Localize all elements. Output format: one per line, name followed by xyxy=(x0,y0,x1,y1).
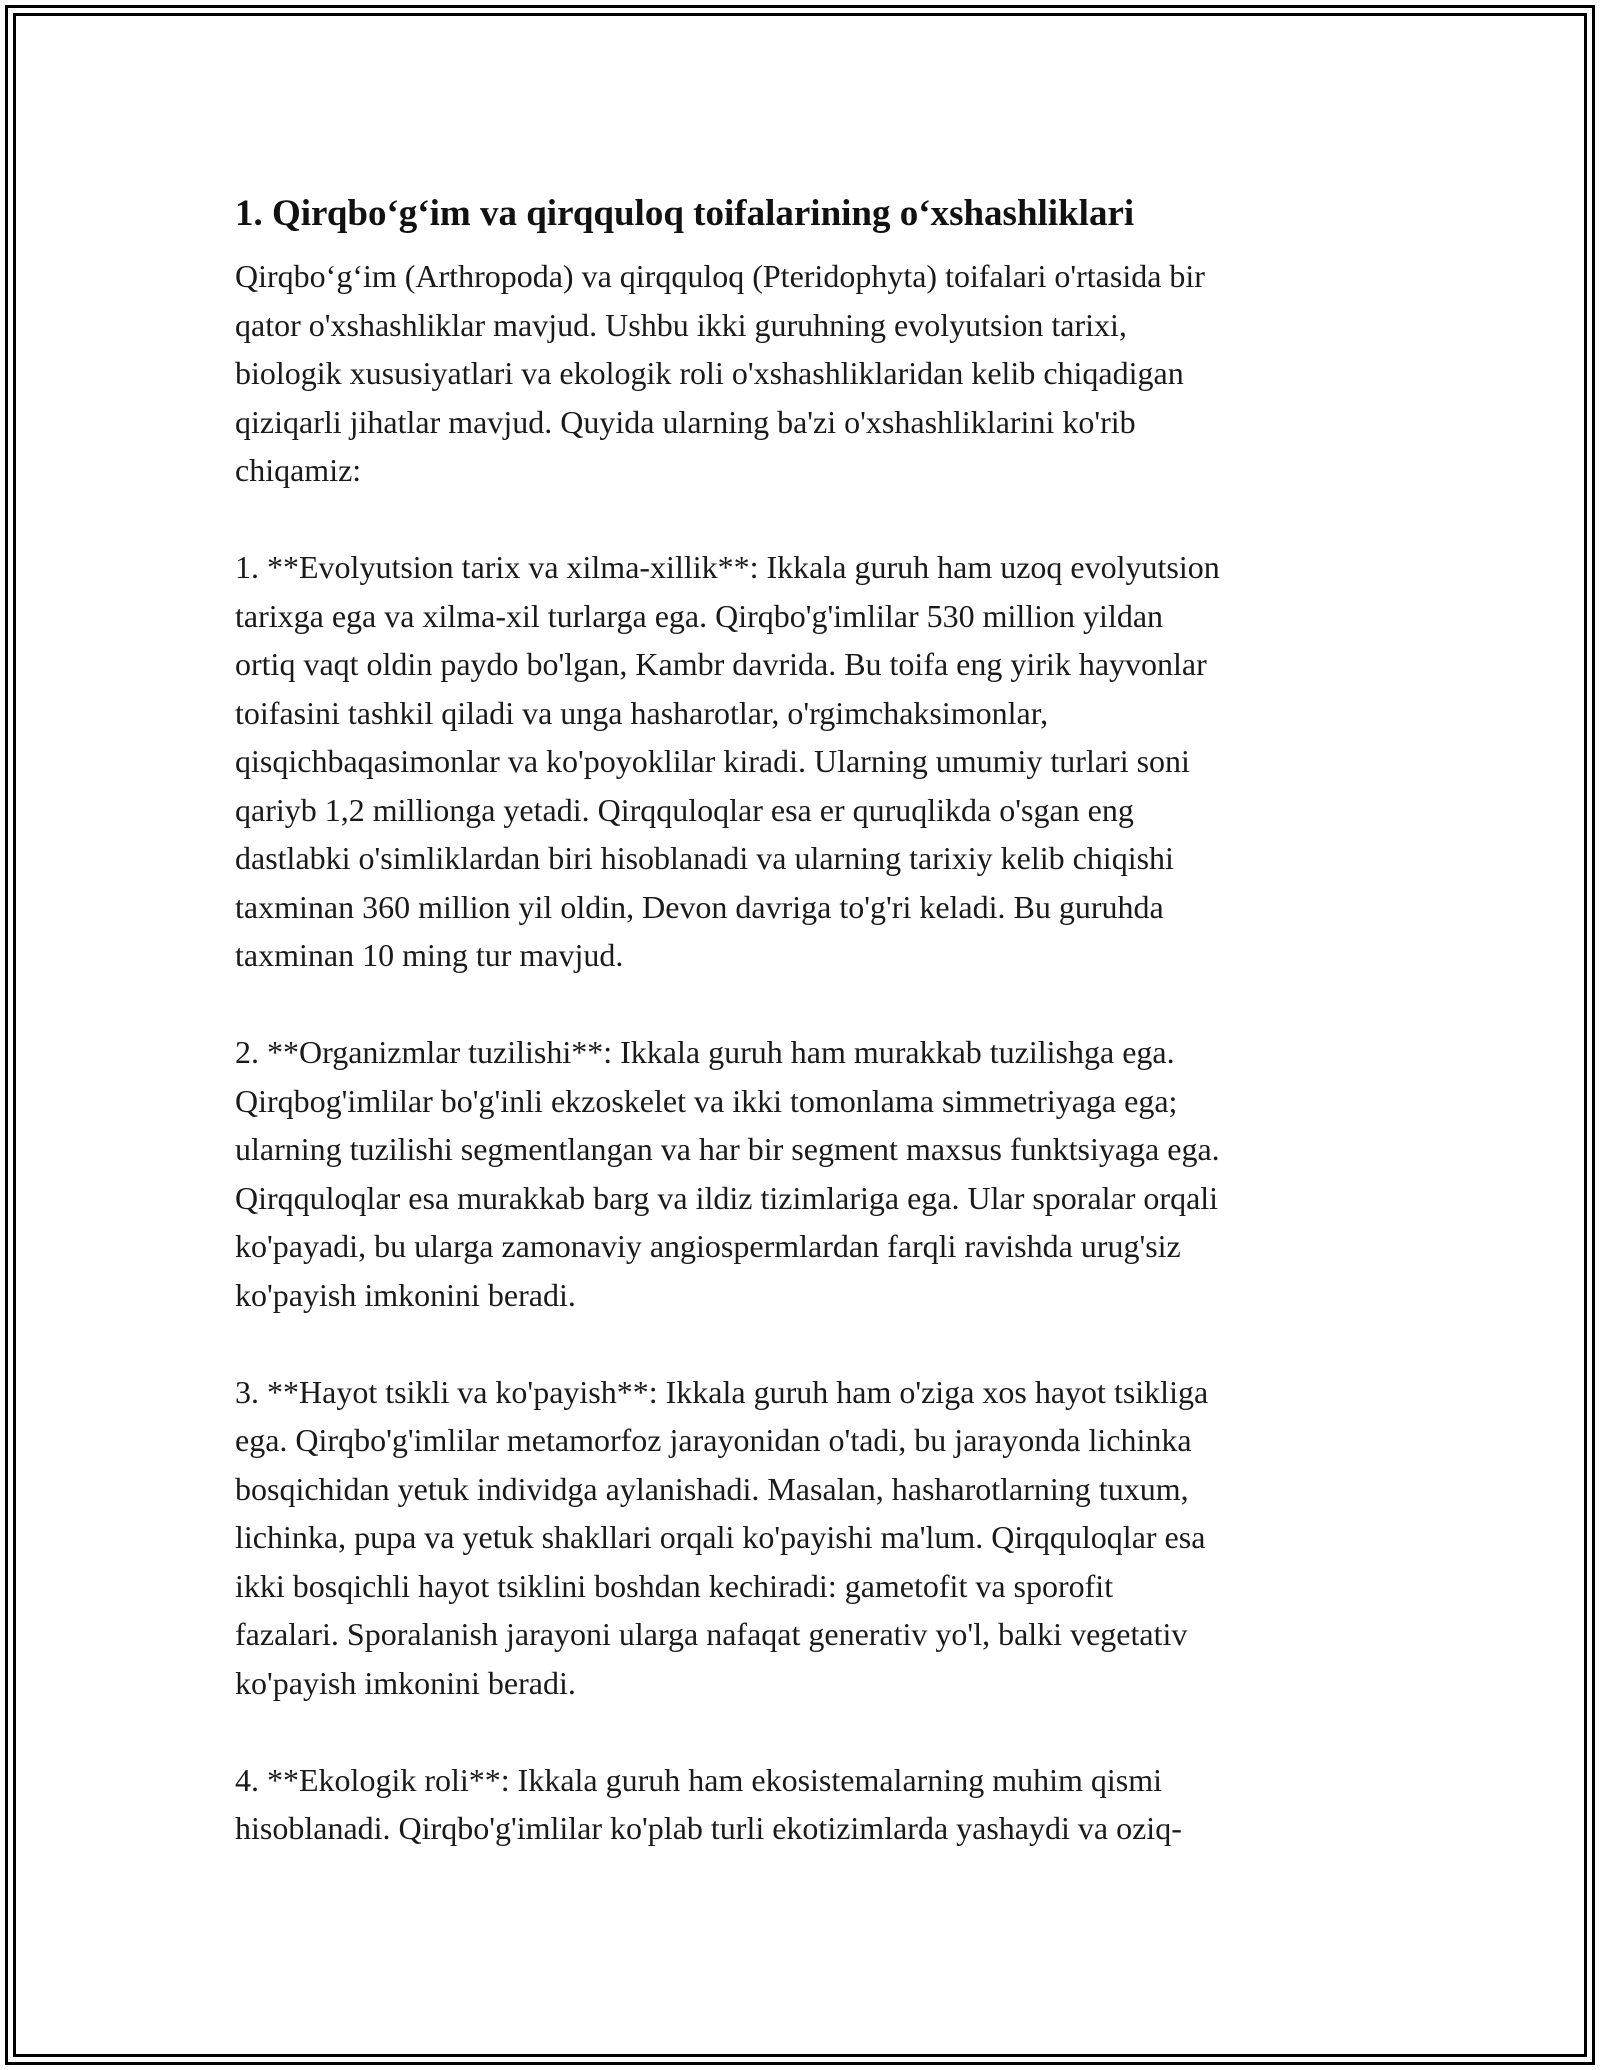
page-title: 1. Qirqbo‘g‘im va qirqquloq toifalarining o‘xshashliklari xyxy=(235,193,1135,234)
paragraph-intro: Qirqbo‘g‘im (Arthropoda) va qirqquloq (Pteridophyta) toifalari o'rtasida bir qator o'xshashliklar mavjud. Ushbu ikki guruhning evolyutsion tarixi, biologik xususiyatlari va ekologik roli o'xshashliklaridan kelib chiqadigan qiziqarli jihatlar mavjud. Quyida ularning ba'zi o'xshashliklarini ko'rib chiqamiz: xyxy=(235,258,1205,488)
paragraph-structure: 2. **Organizmlar tuzilishi**: Ikkala guruh ham murakkab tuzilishga ega. Qirqbog'imlilar bo'g'inli ekzoskelet va ikki tomonlama simmetriyaga ega; ularning tuzilishi segmentlangan va har bir segment maxsus funktsiyaga ega. Qirqquloqlar esa murakkab barg va ildiz tizimlariga ega. Ular sporalar orqali ko'payadi, bu ularga zamonaviy angiospermlardan farqli ravishda urug'siz ko'payish imkonini beradi. xyxy=(235,1034,1220,1313)
document-body xyxy=(235,188,1370,1901)
paragraph-life-cycle: 3. **Hayot tsikli va ko'payish**: Ikkala guruh ham o'ziga xos hayot tsikliga ega. Qirqbo'g'imlilar metamorfoz jarayonidan o'tadi, bu jarayonda lichinka bosqichidan yetuk individga aylanishadi. Masalan, hasharotlarning tuxum, lichinka, pupa va yetuk shakllari orqali ko'payishi ma'lum. Qirqquloqlar esa ikki bosqichli hayot tsiklini boshdan kechiradi: gametofit va sporofit fazalari. Sporalanish jarayoni ularga nafaqat generativ yo'l, balki vegetativ ko'payish imkonini beradi. xyxy=(235,1373,1209,1701)
paragraph-evolution: 1. **Evolyutsion tarix va xilma-xillik**: Ikkala guruh ham uzoq evolyutsion tarixga ega va xilma-xil turlarga ega. Qirqbo'g'imlilar 530 million yildan ortiq vaqt oldin paydo bo'lgan, Kambr davrida. Bu toifa eng yirik hayvonlar toifasini tashkil qiladi va unga hasharotlar, o'rgimchaksimonlar, qisqichbaqasimonlar va ko'poyoklilar kiradi. Ularning umumiy turlari soni qariyb 1,2 millionga yetadi. Qirqquloqlar esa er quruqlikda o'sgan eng dastlabki o'simliklardan biri hisoblanadi va ularning tarixiy kelib chiqishi taxminan 360 million yil oldin, Devon davriga to'g'ri keladi. Bu guruhda taxminan 10 ming tur mavjud. xyxy=(235,549,1220,973)
paragraph-ecology: 4. **Ekologik roli**: Ikkala guruh ham ekosistemalarning muhim qismi hisoblanadi. Qirqbo'g'imlilar ko'plab turli ekotizimlarda yashaydi va oziq- xyxy=(235,1761,1182,1846)
